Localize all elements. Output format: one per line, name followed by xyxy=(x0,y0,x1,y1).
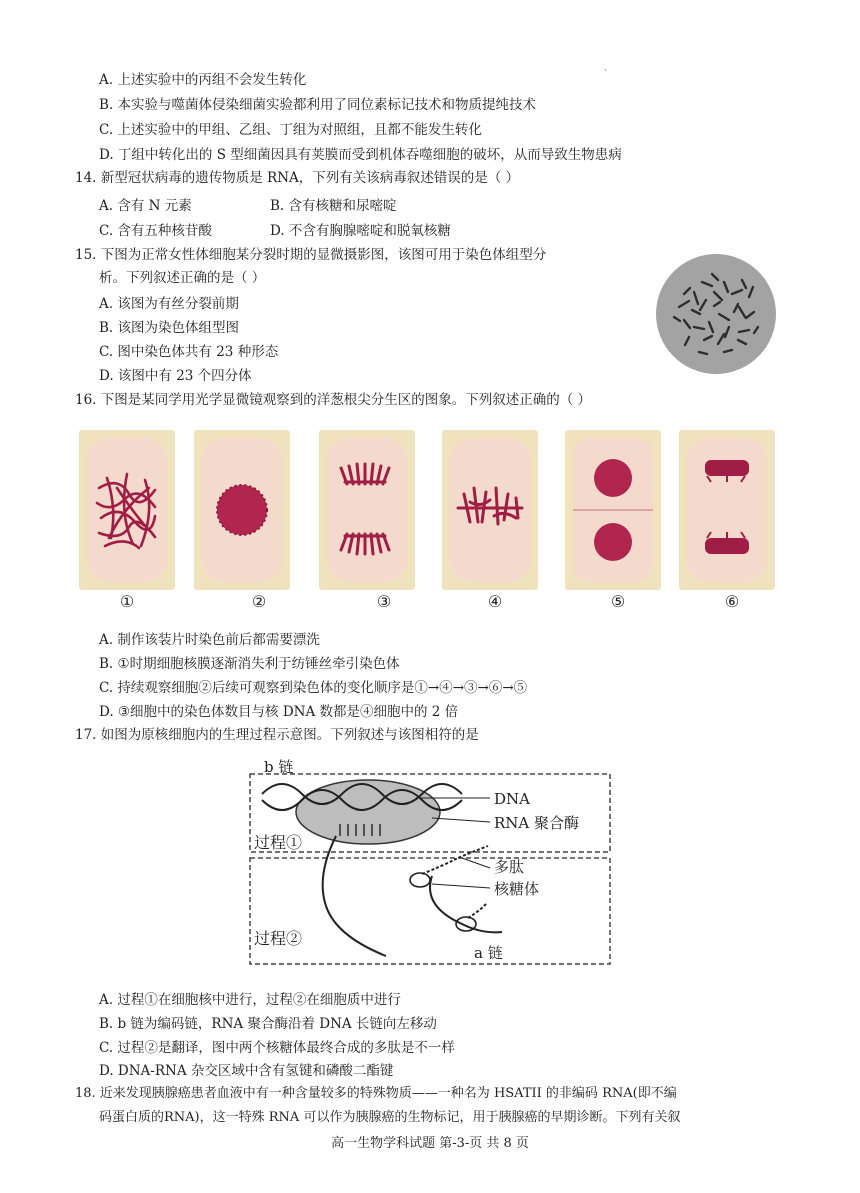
label-polypeptide: 多肽 xyxy=(494,858,525,876)
q18-line1: 18. 近来发现胰腺癌患者血液中有一种含量较多的特殊物质——一种名为 HSATII 的非编码 RNA(即不编 xyxy=(75,1086,677,1101)
transcription-translation-diagram xyxy=(236,754,616,970)
q15-stem-line1: 15. 下图为正常女性体细胞某分裂时期的显微摄影图，该图可用于染色体组型分 xyxy=(75,247,547,263)
q15-option-c: C. 图中染色体共有 23 种形态 xyxy=(99,344,279,360)
label-process-2: 过程② xyxy=(254,929,303,948)
q14-option-c: C. 含有五种核苷酸 xyxy=(99,223,212,239)
cell-image-prophase xyxy=(87,438,167,582)
q16-option-c: C. 持续观察细胞②后续可观察到染色体的变化顺序是①→④→③→⑥→⑤ xyxy=(99,680,528,696)
cell-image-interphase xyxy=(202,438,282,582)
q14-option-b: B. 含有核糖和尿嘧啶 xyxy=(270,198,397,214)
q13-option-d: D. 丁组中转化出的 S 型细菌因具有荚膜而受到机体吞噬细胞的破坏，从而导致生物患病 xyxy=(99,147,622,163)
q17-option-d: D. DNA-RNA 杂交区域中含有氢键和磷酸二酯键 xyxy=(99,1063,394,1079)
q14-option-d: D. 不含有胸腺嘧啶和脱氧核糖 xyxy=(270,223,451,239)
stray-mark: · xyxy=(604,66,607,75)
panel-label-5: ⑤ xyxy=(610,592,626,611)
panel-label-2: ② xyxy=(251,592,267,611)
cell-panel-1 xyxy=(79,430,175,590)
q15-option-d: D. 该图中有 23 个四分体 xyxy=(99,368,252,384)
chromosome-micrograph xyxy=(654,252,778,376)
q17-option-a: A. 过程①在细胞核中进行，过程②在细胞质中进行 xyxy=(99,992,401,1008)
cell-panel-3 xyxy=(319,430,415,590)
cell-panel-6 xyxy=(679,430,775,590)
q13-option-c: C. 上述实验中的甲组、乙组、丁组为对照组，且都不能发生转化 xyxy=(99,122,482,138)
cell-image-metaphase xyxy=(450,438,530,582)
label-process-1: 过程① xyxy=(254,833,303,852)
cell-image-late-anaphase xyxy=(687,438,767,582)
q17-option-b: B. b 链为编码链，RNA 聚合酶沿着 DNA 长链向左移动 xyxy=(99,1016,437,1032)
q17-stem: 17. 如图为原核细胞内的生理过程示意图。下列叙述与该图相符的是 xyxy=(75,727,479,743)
label-a-chain: a 链 xyxy=(474,944,503,962)
label-b-chain: b 链 xyxy=(264,758,294,776)
label-dna: DNA xyxy=(494,790,530,808)
q18-line2: 码蛋白质的RNA)，这一特殊 RNA 可以作为胰腺癌的生物标记，用于胰腺癌的早期诊断。下列有关叙 xyxy=(99,1110,681,1125)
panel-label-3: ③ xyxy=(376,592,392,611)
cell-panel-4 xyxy=(442,430,538,590)
q15-option-a: A. 该图为有丝分裂前期 xyxy=(99,296,239,312)
cell-panel-5 xyxy=(565,430,661,590)
panel-label-6: ⑥ xyxy=(724,592,740,611)
q14-stem: 14. 新型冠状病毒的遗传物质是 RNA，下列有关该病毒叙述错误的是（ ） xyxy=(75,170,520,186)
label-ribosome: 核糖体 xyxy=(494,880,540,898)
q16-option-d: D. ③细胞中的染色体数目与核 DNA 数都是④细胞中的 2 倍 xyxy=(99,704,459,720)
q16-option-a: A. 制作该装片时染色前后都需要漂洗 xyxy=(99,632,320,648)
q13-option-b: B. 本实验与噬菌体侵染细菌实验都利用了同位素标记技术和物质提纯技术 xyxy=(99,97,537,113)
cell-panel-2 xyxy=(194,430,290,590)
q14-option-a: A. 含有 N 元素 xyxy=(99,198,192,214)
panel-label-4: ④ xyxy=(487,592,503,611)
panel-label-1: ① xyxy=(119,592,135,611)
q15-stem-line2: 析。下列叙述正确的是（ ） xyxy=(99,270,266,286)
q17-option-c: C. 过程②是翻译，图中两个核糖体最终合成的多肽是不一样 xyxy=(99,1040,455,1056)
q15-option-b: B. 该图为染色体组型图 xyxy=(99,320,240,336)
page-footer: 高一生物学科试题 第-3-页 共 8 页 xyxy=(331,1136,529,1151)
cell-image-telophase xyxy=(573,438,653,582)
q16-stem: 16. 下图是某同学用光学显微镜观察到的洋葱根尖分生区的图象。下列叙述正确的（ ） xyxy=(75,392,592,408)
q16-option-b: B. ①时期细胞核膜逐渐消失利于纺锤丝牵引染色体 xyxy=(99,656,400,672)
cell-image-anaphase xyxy=(327,438,407,582)
q13-option-a: A. 上述实验中的丙组不会发生转化 xyxy=(99,72,307,88)
label-rna-polymerase: RNA 聚合酶 xyxy=(494,814,580,832)
